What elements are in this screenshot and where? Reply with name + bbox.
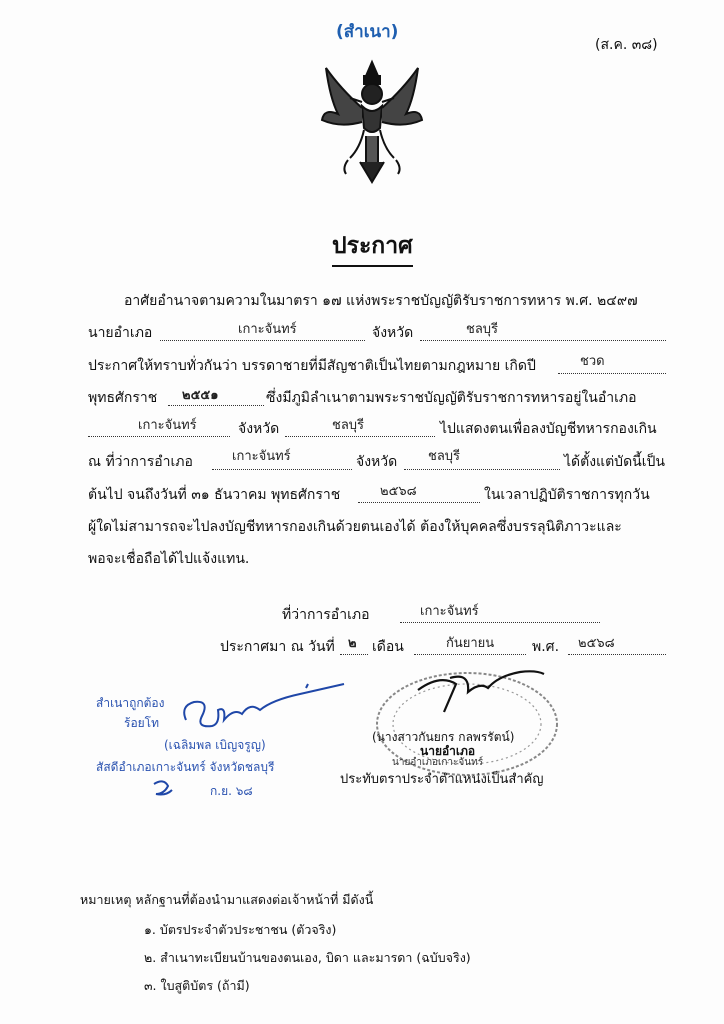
body-line-6: ได้ตั้งแต่บัดนี้เป็น <box>564 454 665 470</box>
province-value: ชลบุรี <box>466 322 499 337</box>
notes-item: ๒. สำเนาทะเบียนบ้านของตนเอง, บิดา และมารดา (ฉบับจริง) <box>144 950 471 965</box>
dotted-line <box>358 502 480 503</box>
certification-date: ก.ย. ๖๘ <box>210 784 253 798</box>
birth-year-animal: ชวด <box>580 354 605 369</box>
signatory-title: นายอำเภอ <box>420 744 476 758</box>
birth-year-value: ๒๕๕๑ <box>182 388 219 403</box>
issue-day: ๒ <box>348 636 357 651</box>
province-value: ชลบุรี <box>332 418 365 433</box>
document-code: (ส.ค. ๓๘) <box>595 37 658 53</box>
district-head-label: นายอำเภอ <box>88 325 153 341</box>
signatory-title-sub: นายอำเภอเกาะจันทร์ <box>392 757 484 768</box>
garuda-emblem-icon <box>320 58 424 186</box>
issue-month: กันยายน <box>446 636 495 651</box>
district-value: เกาะจันทร์ <box>138 418 197 433</box>
dotted-line <box>420 340 666 341</box>
issue-date-label: ประกาศมา ณ วันที่ <box>220 639 335 655</box>
dotted-line <box>340 654 368 655</box>
dotted-line <box>568 654 666 655</box>
dotted-line <box>285 436 435 437</box>
certifier-position: สัสดีอำเภอเกาะจันทร์ จังหวัดชลบุรี <box>96 760 275 774</box>
dotted-line <box>212 469 352 470</box>
province-label: จังหวัด <box>238 421 280 437</box>
certifier-name: (เฉลิมพล เบิญจรูญ) <box>164 738 266 752</box>
body-line-4: ซึ่งมีภูมิลำเนาตามพระราชบัญญัติรับราชการทหารอยู่ในอำเภอ <box>266 390 637 406</box>
certified-copy-label: สำเนาถูกต้อง <box>96 696 165 710</box>
dotted-line <box>558 373 666 374</box>
body-line-7b: ในเวลาปฏิบัติราชการทุกวัน <box>484 487 650 503</box>
issue-month-label: เดือน <box>372 639 404 655</box>
dotted-line <box>400 622 600 623</box>
dotted-line <box>160 340 365 341</box>
district-value: เกาะจันทร์ <box>232 449 291 464</box>
province-label: จังหวัด <box>372 325 414 341</box>
province-label: จังหวัด <box>356 454 398 470</box>
notes-item: ๑. บัตรประจำตัวประชาชน (ตัวจริง) <box>144 922 337 937</box>
district-office-label: ณ ที่ว่าการอำเภอ <box>88 454 193 470</box>
copy-stamp: (สำเนา) <box>336 22 399 42</box>
body-line-7a: ต้นไป จนถึงวันที่ ๓๑ ธันวาคม พุทธศักราช <box>88 487 341 503</box>
deadline-year: ๒๕๖๘ <box>380 484 417 499</box>
issue-office-label: ที่ว่าการอำเภอ <box>282 607 370 623</box>
body-line-9: พอจะเชื่อถือได้ไปแจ้งแทน. <box>88 551 250 567</box>
issue-office-value: เกาะจันทร์ <box>420 604 479 619</box>
body-line-3: ประกาศให้ทราบทั่วกันว่า บรรดาชายที่มีสัญชาติเป็นไทยตามกฎหมาย เกิดปี <box>88 358 536 374</box>
body-line-1: อาศัยอำนาจตามความในมาตรา ๑๗ แห่งพระราชบัญญัติรับราชการทหาร พ.ศ. ๒๔๙๗ <box>124 293 638 309</box>
body-line-8: ผู้ใดไม่สามารถจะไปลงบัญชีทหารกองเกินด้วยตนเองได้ ต้องให้บุคคลซึ่งบรรลุนิติภาวะและ <box>88 519 622 535</box>
body-line-5: ไปแสดงตนเพื่อลงบัญชีทหารกองเกิน <box>440 421 657 437</box>
buddhist-era-label: พุทธศักราช <box>88 390 158 406</box>
notes-heading: หมายเหตุ หลักฐานที่ต้องนำมาแสดงต่อเจ้าหน้าที่ มีดังนี้ <box>80 892 374 907</box>
signatory-name: (นางสาวกันยกร กลพรรัตน์) <box>372 730 515 744</box>
signatory-signature-icon <box>410 668 550 716</box>
certifier-initial-icon <box>150 776 176 800</box>
seal-caption: ประทับตราประจำตำแหน่งเป็นสำคัญ <box>340 772 544 787</box>
announcement-title: ประกาศ <box>332 228 413 267</box>
certifier-signature-icon <box>176 680 346 736</box>
dotted-line <box>88 436 230 437</box>
dotted-line <box>168 405 264 406</box>
dotted-line <box>404 469 560 470</box>
notes-item: ๓. ใบสูติบัตร (ถ้ามี) <box>144 978 250 993</box>
dotted-line <box>414 654 526 655</box>
province-value: ชลบุรี <box>428 449 461 464</box>
certifier-rank: ร้อยโท <box>124 716 160 730</box>
issue-year: ๒๕๖๘ <box>578 636 615 651</box>
district-value: เกาะจันทร์ <box>238 322 297 337</box>
issue-year-label: พ.ศ. <box>532 639 560 655</box>
